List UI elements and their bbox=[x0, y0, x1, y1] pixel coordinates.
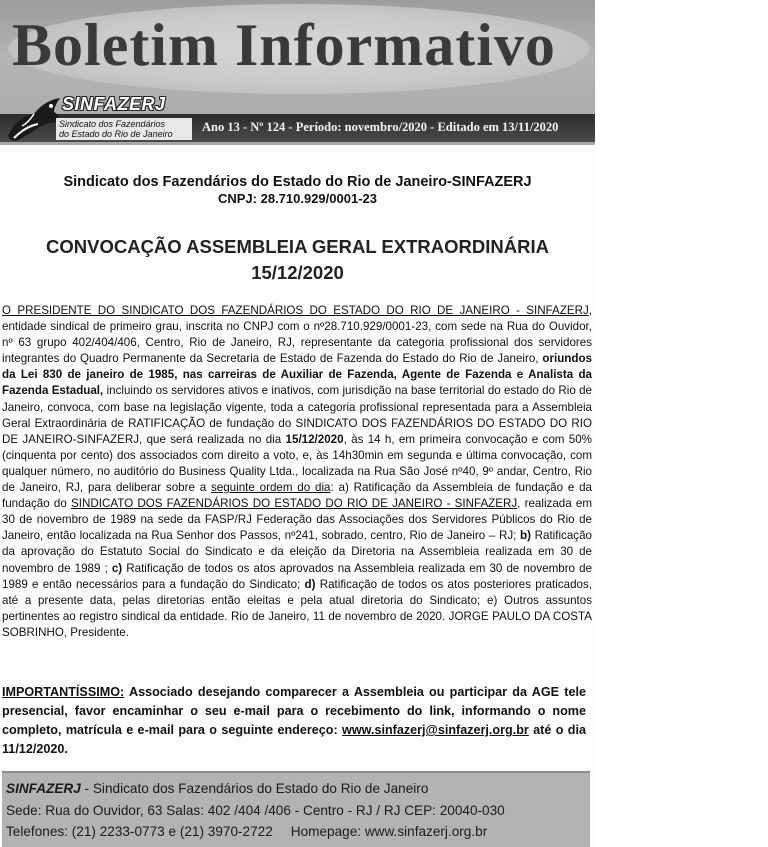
footer-org bbox=[6, 781, 428, 796]
body-item-b: b) bbox=[520, 529, 531, 543]
body-careers: oriundos da Lei 830 de janeiro de 1985, nas carreiras de Auxiliar de Fazenda, Agente de Fazenda e Analista da Fazenda Estadual, bbox=[2, 352, 592, 398]
convocation-title bbox=[0, 234, 595, 286]
footer-homepage[interactable]: Homepage: www.sinfazerj.org.br bbox=[290, 824, 488, 839]
body-text: , às 14 h, em primeira convocação e com 50% (cinquenta por cento) dos associados com direito a voto, e, às 14h30min em segunda e última convocação, com qualquer número, no auditório do Business Quality Ltda., localizada na Rua São José nº40, 9º andar, Centro, Rio de Janeiro, RJ, para deliberar sobre a bbox=[2, 432, 592, 495]
union-cnpj: CNPJ: 28.710.929/0001-23 bbox=[217, 191, 377, 206]
body-text: , entidade sindical de primeiro grau, inscrita no CNPJ com o nº28.710.929/0001-23, com sede na Rua do Ouvidor, nº 63 grupo 402/404/406, Centro, Rio de Janeiro, RJ, representante da categoria profissional dos servidores integrantes do Quadro Permanente da Secretaria de Estado de Fazenda do Estado do Rio de Janeiro, bbox=[2, 304, 592, 366]
union-name: Sindicato dos Fazendários do Estado do Rio de Janeiro-SINFAZERJ bbox=[63, 174, 532, 190]
footer bbox=[2, 771, 590, 847]
body-item-d: d) bbox=[304, 577, 316, 591]
footer-org-name: SINFAZERJ bbox=[6, 781, 81, 796]
body-item-c: c) bbox=[111, 561, 123, 575]
logo-subtitle bbox=[56, 118, 192, 140]
body-text: Ratificação de todos os atos posteriores praticados, até a presente data, pelas diretorias então eleitas e pela atual diretoria do Sindicato; e) Outros assuntos pertinentes ao registro sindical da entidade. Rio de Janeiro, 11 de novembro de 2020. JORGE PAULO DA COSTA SOBRINHO, Presidente. bbox=[2, 577, 592, 639]
logo-subtitle-line-2: do Estado do Rio de Janeiro bbox=[59, 129, 173, 139]
footer-org-full: - Sindicato dos Fazendários do Estado do Rio de Janeiro bbox=[80, 781, 429, 796]
body-text: : a) Ratificação da Assembleia de fundação e da fundação do bbox=[2, 481, 592, 511]
footer-contacts bbox=[6, 824, 487, 839]
masthead bbox=[0, 0, 595, 145]
convocation-body bbox=[2, 303, 592, 641]
email-link[interactable]: www.sinfazerj@sinfazerj.org.br bbox=[342, 723, 529, 737]
masthead-title: Boletim Informativo bbox=[12, 12, 556, 78]
convocation-date: 15/12/2020 bbox=[251, 262, 344, 283]
body-union-name: SINDICATO DOS FAZENDÁRIOS DO ESTADO DO RIO DE JANEIRO - SINFAZERJ bbox=[71, 497, 518, 511]
logo-name: SINFAZERJ bbox=[62, 94, 166, 114]
convocation-title-line-1: CONVOCAÇÃO ASSEMBLEIA GERAL EXTRAORDINÁRIA bbox=[46, 236, 549, 257]
body-president: O PRESIDENTE DO SINDICATO DOS FAZENDÁRIOS DO ESTADO DO RIO DE JANEIRO - SINFAZERJ bbox=[2, 304, 589, 317]
body-text: incluindo os servidores ativos e inativos, com jurisdição na base territorial do estado do Rio de Janeiro, convoca, com base na legislação vigente, toda a categoria profissional representada para a Assembleia Geral Extraordinária de RATIFICAÇÃO de fundação do SINDICATO DOS FAZENDÁRIOS DO ESTADO DO RIO DE JANEIRO-SINFAZERJ, que será realizada no dia bbox=[2, 384, 592, 446]
body-text: Ratificação de todos os atos aprovados na Assembleia realizada em 30 de novembro de 1989 e então necessários para a fundação do Sindicato; bbox=[2, 561, 592, 591]
edition-info: Ano 13 - Nº 124 - Período: novembro/2020 - Editado em 13/11/2020 bbox=[202, 120, 559, 134]
important-text: Associado desejando comparecer a Assembleia ou participar da AGE tele presencial, favor encaminhar o seu e-mail para o recebimento do link, informando o nome completo, matrícula e e-mail para o seguinte endereço: bbox=[2, 685, 586, 737]
footer-phones: Telefones: (21) 2233-0773 e (21) 3970-2722 bbox=[6, 824, 273, 839]
important-label: IMPORTANTÍSSIMO: bbox=[2, 685, 125, 699]
body-text: , realizada em 30 de novembro de 1989 na sede da FASP/RJ Federação das Associações dos Servidores Públicos do Rio de Janeiro, então localizada na Rua Senhor dos Passos, nº241, sobrado, centro, Rio de Janeiro – RJ; bbox=[2, 497, 592, 543]
body-date: 15/12/2020 bbox=[285, 432, 344, 446]
sinfazerj-logo bbox=[0, 88, 195, 146]
important-notice bbox=[2, 683, 586, 759]
body-agenda-label: seguinte ordem do dia bbox=[210, 481, 331, 495]
logo-subtitle-line-1: Sindicato dos Fazendários bbox=[59, 119, 166, 129]
footer-address: Sede: Rua do Ouvidor, 63 Salas: 402 /404 /406 - Centro - RJ / RJ CEP: 20040-030 bbox=[6, 803, 505, 818]
body-text: Ratificação da aprovação do Estatuto Social do Sindicato e da eleição da Diretoria na Assembleia realizada em 30 de novembro de 1989 ; bbox=[2, 529, 592, 575]
important-deadline: até o dia 11/12/2020. bbox=[2, 723, 586, 756]
